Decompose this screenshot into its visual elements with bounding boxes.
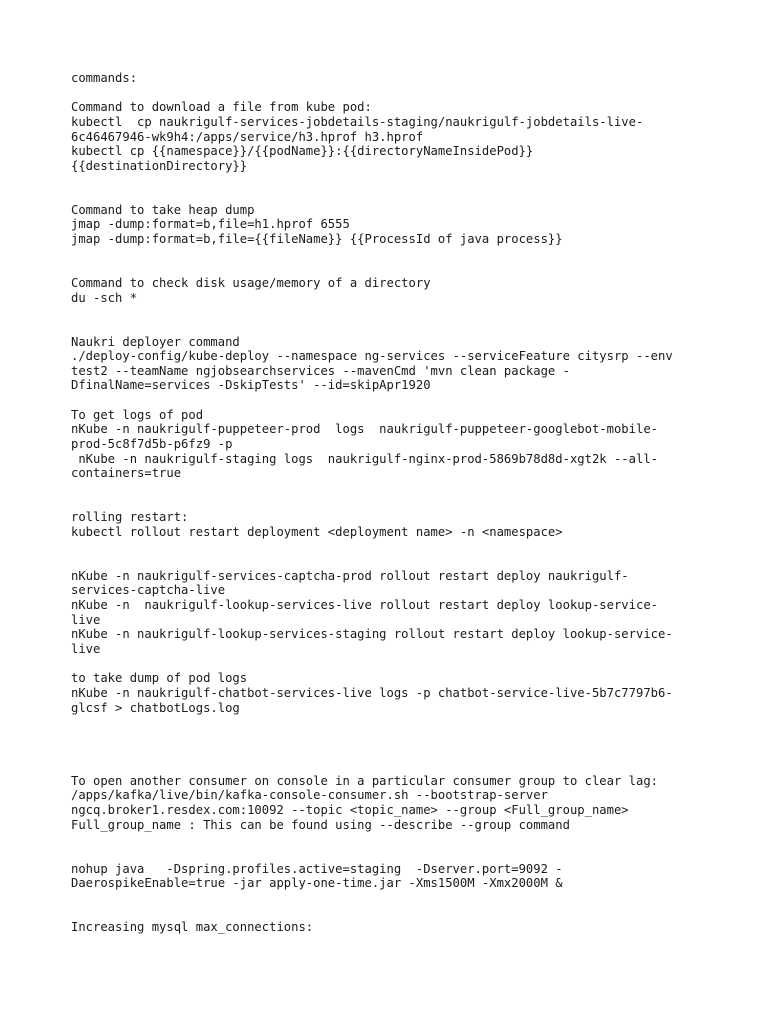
text-line: ngcq.broker1.resdex.com:10092 --topic <topic_name> --group <Full_group_name> (71, 803, 629, 818)
blank-line (71, 173, 731, 188)
blank-line (71, 847, 731, 862)
text-line: jmap -dump:format=b,file={{fileName}} {{ProcessId of java process}} (71, 232, 563, 247)
text-line: nKube -n naukrigulf-lookup-services-staging rollout restart deploy lookup-service- (71, 627, 673, 642)
blank-line (71, 657, 731, 672)
text-line: Command to download a file from kube pod: (71, 100, 372, 115)
text-line: DaerospikeEnable=true -jar apply-one-time.jar -Xms1500M -Xmx2000M & (71, 876, 563, 891)
blank-line (71, 188, 731, 203)
text-line: nKube -n naukrigulf-chatbot-services-live logs -p chatbot-service-live-5b7c7797b6- (71, 685, 673, 700)
blank-line (71, 906, 731, 921)
text-line: To open another consumer on console in a particular consumer group to clear lag: (71, 773, 658, 788)
blank-line (71, 261, 731, 276)
blank-line (71, 715, 731, 730)
text-line: nKube -n naukrigulf-services-captcha-prod rollout restart deploy naukrigulf- (71, 568, 629, 583)
blank-line (71, 393, 731, 408)
blank-line (71, 554, 731, 569)
text-line: test2 --teamName ngjobsearchservices --mavenCmd 'mvn clean package - (71, 363, 570, 378)
text-line: Naukri deployer command (71, 334, 240, 349)
text-line: /apps/kafka/live/bin/kafka-console-consumer.sh --bootstrap-server (71, 788, 548, 803)
text-line: du -sch * (71, 290, 138, 305)
text-line: nohup java -Dspring.profiles.active=staging -Dserver.port=9092 - (71, 861, 563, 876)
text-line: To get logs of pod (71, 407, 204, 422)
text-line: Command to check disk usage/memory of a directory (71, 275, 431, 290)
text-line: Command to take heap dump (71, 202, 255, 217)
text-line: rolling restart: (71, 510, 189, 525)
text-line: prod-5c8f7d5b-p6fz9 -p (71, 437, 233, 452)
text-line: kubectl cp {{namespace}}/{{podName}}:{{directoryNameInsidePod}} (71, 144, 534, 159)
text-line: DfinalName=services -DskipTests' --id=skipApr1920 (71, 378, 431, 393)
text-line: ./deploy-config/kube-deploy --namespace ng-services --serviceFeature citysrp --env (71, 349, 673, 364)
blank-line (71, 320, 731, 335)
text-line: live (71, 612, 101, 627)
text-line: containers=true (71, 466, 182, 481)
text-line: to take dump of pod logs (71, 671, 248, 686)
text-line: commands: (71, 71, 138, 85)
text-line: Increasing mysql max_connections: (71, 920, 314, 935)
text-line: jmap -dump:format=b,file=h1.hprof 6555 (71, 217, 350, 232)
document-body (71, 71, 731, 935)
text-line: kubectl cp naukrigulf-services-jobdetails-staging/naukrigulf-jobdetails-live- (71, 114, 644, 129)
blank-line (71, 247, 731, 262)
blank-line (71, 832, 731, 847)
blank-line (71, 759, 731, 774)
text-line: kubectl rollout restart deployment <deployment name> -n <namespace> (71, 524, 563, 539)
blank-line (71, 730, 731, 745)
blank-line (71, 86, 731, 101)
blank-line (71, 305, 731, 320)
blank-line (71, 540, 731, 555)
text-line: Full_group_name : This can be found using --describe --group command (71, 817, 570, 832)
document-page (71, 71, 731, 935)
text-line: services-captcha-live (71, 583, 226, 598)
text-line: nKube -n naukrigulf-staging logs naukrigulf-nginx-prod-5869b78d8d-xgt2k --all- (71, 451, 658, 466)
blank-line (71, 744, 731, 759)
text-line: nKube -n naukrigulf-lookup-services-live rollout restart deploy lookup-service- (71, 598, 658, 613)
text-line: live (71, 641, 101, 656)
blank-line (71, 891, 731, 906)
blank-line (71, 481, 731, 496)
blank-line (71, 496, 731, 511)
text-line: 6c46467946-wk9h4:/apps/service/h3.hprof h3.hprof (71, 129, 424, 144)
text-line: {{destinationDirectory}} (71, 158, 248, 173)
text-line: glcsf > chatbotLogs.log (71, 700, 240, 715)
text-line: nKube -n naukrigulf-puppeteer-prod logs naukrigulf-puppeteer-googlebot-mobile- (71, 422, 658, 437)
